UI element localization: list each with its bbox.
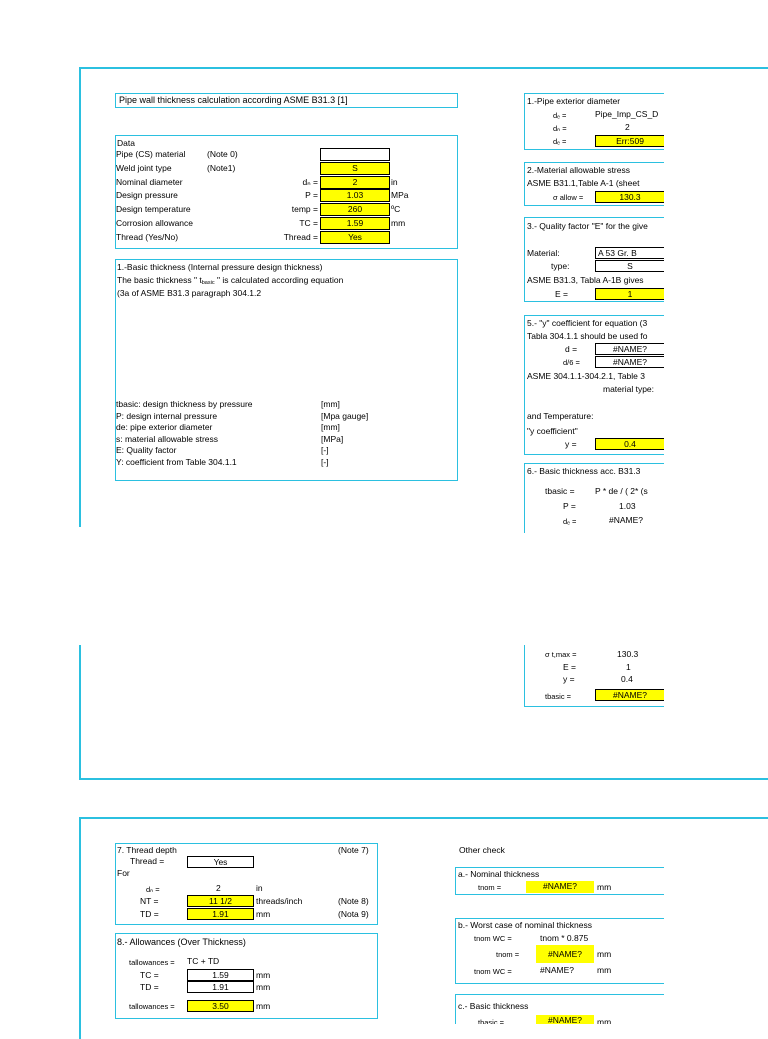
other-check-title: Other check xyxy=(459,845,505,855)
basic-line-1b: " is calculated according equation xyxy=(214,275,344,285)
thread-dn-label: dₙ = xyxy=(146,885,160,894)
thread-nt-value: 11 1/2 xyxy=(187,895,254,907)
data-row-label: Design pressure xyxy=(116,190,178,200)
data-row-symbol: TC = xyxy=(299,218,318,228)
thread-for: For xyxy=(117,868,130,878)
legend-unit: [Mpa gauge] xyxy=(321,411,369,421)
allowable-stress-box xyxy=(524,162,664,206)
r1-label-2: dₙ = xyxy=(553,124,567,133)
r1-value-3: Err:509 xyxy=(595,135,664,147)
allow-tc-unit: mm xyxy=(256,970,271,980)
a-unit: mm xyxy=(597,882,612,892)
basic-title: 1.-Basic thickness (Internal pressure design thickness) xyxy=(117,262,323,272)
other-check-column xyxy=(455,860,664,1024)
r3-title: 3.- Quality factor "E" for the give xyxy=(527,221,648,231)
data-row-label: Design temperature xyxy=(116,204,191,214)
r6b-s-value: 130.3 xyxy=(617,649,639,659)
legend-unit: [MPa] xyxy=(321,434,344,444)
r3-line: ASME B31.3, Tabla A-1B gives xyxy=(527,275,644,285)
page-title: Pipe wall thickness calculation according ASME B31.3 [1] xyxy=(119,95,348,105)
thread-dn-value: 2 xyxy=(216,883,221,893)
r5-title: 5.- "y" coefficient for equation (3 xyxy=(527,318,648,328)
b-title: b.- Worst case of nominal thickness xyxy=(458,920,593,930)
r2-line: ASME B31.1,Table A-1 (sheet xyxy=(527,178,640,188)
r1-title: 1.-Pipe exterior diameter xyxy=(527,96,621,106)
r5-d-label: d = xyxy=(565,344,578,354)
b-unit-2: mm xyxy=(597,949,612,959)
data-row-value: 260 xyxy=(320,203,390,216)
r6b-s-label: σ t,max = xyxy=(545,650,577,659)
thread-title: 7. Thread depth xyxy=(117,845,177,855)
a-label: tnom = xyxy=(478,883,502,892)
allow-total-label: tallowances = xyxy=(129,1002,175,1011)
data-row-label: Corrosion allowance xyxy=(116,218,194,228)
r6-de-value: #NAME? xyxy=(609,515,644,525)
r3-material-label: Material: xyxy=(527,248,560,258)
r6-eq-label: tbasic = xyxy=(545,486,575,496)
r3-type-value: S xyxy=(595,260,664,272)
thread-label: Thread = xyxy=(130,856,165,866)
data-row-label: Thread (Yes/No) xyxy=(116,232,179,242)
data-row-note: (Note1) xyxy=(207,163,236,173)
r3-e-label: E = xyxy=(555,289,568,299)
c-title: c.- Basic thickness xyxy=(458,1001,529,1011)
basic-line-1-sub: basic xyxy=(201,280,215,286)
basic-thickness-b31-box-cont xyxy=(524,645,664,707)
r2-title: 2.-Material allowable stress xyxy=(527,165,630,175)
legend-unit: [mm] xyxy=(321,399,340,409)
nominal-thickness-box xyxy=(455,867,664,895)
data-row-value xyxy=(320,148,390,161)
r6b-t-label: tbasic = xyxy=(545,692,572,701)
r6-de-label: dₑ = xyxy=(563,517,577,526)
r5-d6-value: #NAME? xyxy=(595,356,664,368)
y-coefficient-box xyxy=(524,315,664,455)
r5-d-value: #NAME? xyxy=(595,343,664,355)
thread-nt-unit: threads/inch xyxy=(256,896,303,906)
r6b-y-value: 0.4 xyxy=(621,674,633,684)
r3-type-label: type: xyxy=(551,261,570,271)
legend-symbol: E: Quality factor xyxy=(116,445,177,455)
quality-factor-box xyxy=(524,217,664,302)
thread-nt-label: NT = xyxy=(140,896,159,906)
data-row-symbol: Thread = xyxy=(283,232,318,242)
thread-td-label: TD = xyxy=(140,909,159,919)
r1-value-1: Pipe_Imp_CS_D xyxy=(595,109,659,119)
r5-y-value: 0.4 xyxy=(595,438,664,450)
b-label-2: tnom = xyxy=(496,950,520,959)
r1-label-3: dₑ = xyxy=(553,137,567,146)
b-value-3: #NAME? xyxy=(540,965,575,975)
thread-depth-box xyxy=(115,843,378,925)
r6b-t-value: #NAME? xyxy=(595,689,664,701)
thread-nt-note: (Note 8) xyxy=(338,896,369,906)
thread-value: Yes xyxy=(187,856,254,868)
worst-case-box xyxy=(455,918,664,984)
r5-d6-label: d/6 = xyxy=(563,358,580,367)
allow-total-unit: mm xyxy=(256,1001,271,1011)
exterior-diameter-box xyxy=(524,93,664,150)
legend-symbol: de: pipe exterior diameter xyxy=(116,422,213,432)
allowances-box xyxy=(115,933,378,1019)
data-row-label: Weld joint type xyxy=(116,163,172,173)
a-value: #NAME? xyxy=(526,881,594,893)
data-row-value: 1.59 xyxy=(320,217,390,230)
allow-tc-label: TC = xyxy=(140,970,159,980)
legend-symbol: Y: coefficient from Table 304.1.1 xyxy=(116,457,237,467)
r2-label: σ allow = xyxy=(553,193,584,202)
data-row-unit: ºC xyxy=(391,204,401,214)
data-row-symbol: P = xyxy=(305,190,318,200)
data-row-unit: in xyxy=(391,177,398,187)
data-row-value: Yes xyxy=(320,231,390,244)
r2-value: 130.3 xyxy=(595,191,664,203)
basic-thickness-b31-box xyxy=(524,463,664,533)
r5-line-1: Tabla 304.1.1 should be used fo xyxy=(527,331,648,341)
data-row-symbol: dₙ = xyxy=(302,177,318,187)
r3-material-value: A 53 Gr. B xyxy=(595,247,664,259)
legend-symbol: P: design internal pressure xyxy=(116,411,218,421)
r6-p-value: 1.03 xyxy=(619,501,636,511)
r3-e-value: 1 xyxy=(595,288,664,300)
data-row-symbol: temp = xyxy=(291,204,318,214)
thread-dn-unit: in xyxy=(256,883,263,893)
data-row-label: Pipe (CS) material xyxy=(116,149,186,159)
legend-symbol: tbasic: design thickness by pressure xyxy=(116,399,253,409)
thread-td-note: (Nota 9) xyxy=(338,909,369,919)
data-row-value: 1.03 xyxy=(320,189,390,202)
data-header: Data xyxy=(117,138,135,148)
r1-label-1: dₑ = xyxy=(553,111,567,120)
c-unit: mm xyxy=(597,1017,612,1024)
legend-unit: [mm] xyxy=(321,422,340,432)
thread-note: (Note 7) xyxy=(338,845,369,855)
title-box xyxy=(115,93,458,108)
data-row-unit: MPa xyxy=(391,190,409,200)
allow-td-value: 1.91 xyxy=(187,981,254,993)
allow-tc-value: 1.59 xyxy=(187,969,254,981)
b-label-1: tnom WC = xyxy=(474,934,512,943)
allow-formula: TC + TD xyxy=(187,956,220,966)
allow-title: 8.- Allowances (Over Thickness) xyxy=(117,937,246,947)
c-value: #NAME? xyxy=(536,1015,594,1024)
r1-value-2: 2 xyxy=(625,122,630,132)
b-eq: tnom * 0.875 xyxy=(540,933,589,943)
a-title: a.- Nominal thickness xyxy=(458,869,540,879)
b-value-2: #NAME? xyxy=(536,945,594,963)
b-unit-3: mm xyxy=(597,965,612,975)
thread-td-unit: mm xyxy=(256,909,271,919)
data-row-unit: mm xyxy=(391,218,406,228)
r6b-e-value: 1 xyxy=(626,662,631,672)
r6b-e-label: E = xyxy=(563,662,576,672)
r6-eq: P * de / ( 2* (s xyxy=(595,486,648,496)
basic-thickness-check-box xyxy=(455,994,664,1024)
allow-td-unit: mm xyxy=(256,982,271,992)
allow-formula-label: tallowances = xyxy=(129,958,175,967)
r6-title: 6.- Basic thickness acc. B31.3 xyxy=(527,466,641,476)
page-1-bottom-frame xyxy=(79,645,768,780)
data-row-note: (Note 0) xyxy=(207,149,238,159)
legend-symbol: s: material allowable stress xyxy=(116,434,219,444)
r6-p-label: P = xyxy=(563,501,576,511)
c-label: tbasic = xyxy=(478,1018,505,1024)
data-row-label: Nominal diameter xyxy=(116,177,183,187)
legend-unit: [-] xyxy=(321,457,329,467)
basic-line-1 xyxy=(117,275,343,289)
r5-y-label: y = xyxy=(565,439,577,449)
data-row-value: S xyxy=(320,162,390,175)
r5-line-2: ASME 304.1.1-304.2.1, Table 3 xyxy=(527,371,645,381)
thread-td-value: 1.91 xyxy=(187,908,254,920)
legend-unit: [-] xyxy=(321,445,329,455)
allow-total-value: 3.50 xyxy=(187,1000,254,1012)
r5-line-4: and Temperature: xyxy=(527,411,594,421)
allow-td-label: TD = xyxy=(140,982,159,992)
r6b-y-label: y = xyxy=(563,674,575,684)
basic-line-1a: The basic thickness " t xyxy=(117,275,202,285)
basic-line-2: (3a of ASME B31.3 paragraph 304.1.2 xyxy=(117,288,262,298)
r5-line-3: material type: xyxy=(603,384,655,394)
r5-line-5: "y coefficient" xyxy=(527,426,578,436)
data-row-value: 2 xyxy=(320,176,390,189)
b-label-3: tnom WC = xyxy=(474,967,512,976)
